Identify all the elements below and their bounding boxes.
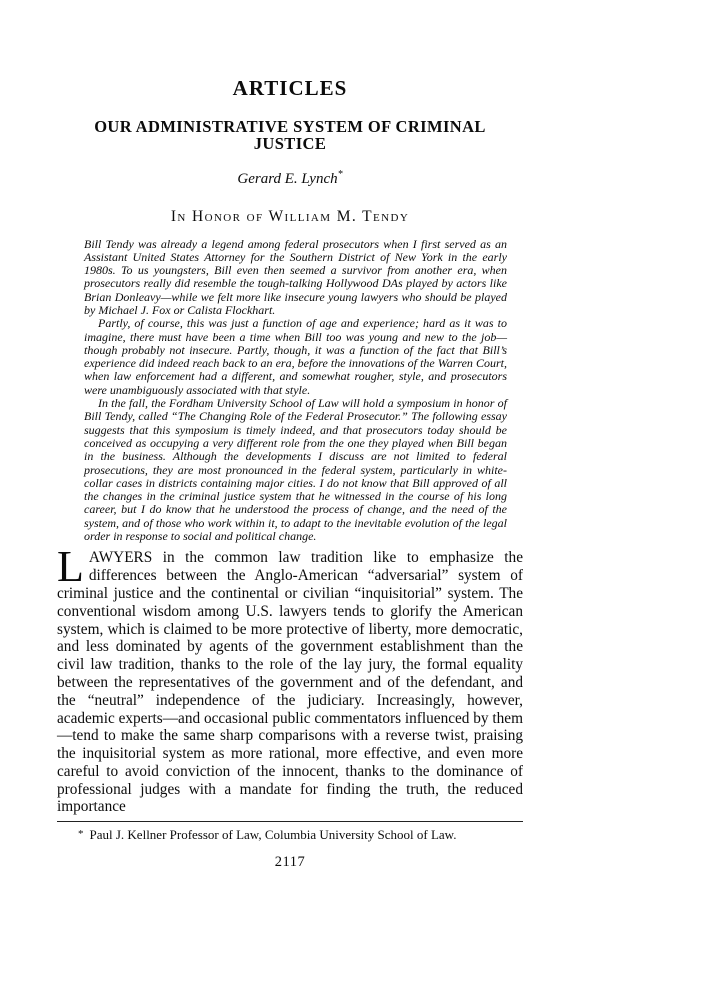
essay-paragraph-2: Partly, of course, this was just a function of age and experience; hard as it was to imagine, there must have been a time when Bill too was young and new to the job—though probably not insecure. Partly, though, it was a function of the fact that Bill’s experience did indeed reach back to an era, before the innovations of the Warren Court, when law enforcement had a different, and somewhat rougher, style, and prosecutors were unambiguously associated with that style.	[84, 316, 507, 397]
author-footnote-marker: *	[337, 169, 343, 180]
dropcap-letter: L	[57, 542, 84, 592]
page-number: 2117	[274, 854, 306, 871]
footnote-marker: *	[78, 828, 84, 841]
author-name: Gerard E. Lynch	[237, 171, 338, 187]
footnote-text: Paul J. Kellner Professor of Law, Columbia University School of Law.	[89, 827, 457, 843]
essay-paragraph-3: In the fall, the Fordham University School of Law will hold a symposium in honor of Bill Tendy, called “The Changing Role of the Federal Prosecutor.” The following essay suggests that this symposium is timely indeed, and that prosecutors today should be conceived as occupying a very different role from the one they played when Bill began in the business. Although the developments I discuss are not limited to federal prosecutions, they are most pronounced in the federal system, particularly in white-collar cases in districts containing major cities. I do not know that Bill approved of all the changes in the criminal justice system that he witnessed in the course of his long career, but I do know that he understood the process of change, and the need of the system, and of those who work within it, to adapt to the inevitable evolution of the legal order in response to social and political change.	[84, 396, 507, 544]
article-body-text: AWYERS in the common law tradition like to emphasize the differences between the Anglo-American “adversarial” system of criminal justice and the continental or civilian “inquisitorial” system. The conventional wisdom among U.S. lawyers tends to glorify the American system, which is claimed to be more protective of liberty, more democratic, and less dominated by agents of the government establishment than the civil law tradition, thanks to the role of the lay jury, the formal equality between the representatives of the government and of the defendant, and the “neutral” independence of the judiciary. Increasingly, however, academic experts—and occasional public commentators influenced by them—tend to make the same sharp comparisons with a reverse twist, praising the inquisitorial system as more rational, more effective, and even more careful to avoid conviction of the innocent, thanks to the dominance of professional judges with a mandate for finding the truth, the reduced importance	[57, 549, 523, 816]
author-byline	[57, 169, 523, 187]
section-heading: ARTICLES	[232, 76, 348, 100]
dedication-heading: In Honor of William M. Tendy	[170, 208, 410, 225]
essay-paragraph-1: Bill Tendy was already a legend among federal prosecutors when I first served as an Assistant United States Attorney for the Southern District of New York in the early 1980s. To us youngsters, Bill even then seemed a survivor from another era, when prosecutors really did resemble the tough-talking Hollywood DAs played by actors like Brian Donleavy—while we felt more like insecure young lawyers who should be played by Michael J. Fox or Calista Flockhart.	[84, 236, 507, 317]
article-title: OUR ADMINISTRATIVE SYSTEM OF CRIMINAL JUSTICE	[94, 117, 486, 153]
article-body-paragraph	[57, 542, 523, 816]
introductory-essay	[84, 238, 507, 544]
text-block	[57, 0, 523, 871]
footnote	[57, 827, 523, 842]
footnote-separator-rule	[57, 821, 523, 822]
